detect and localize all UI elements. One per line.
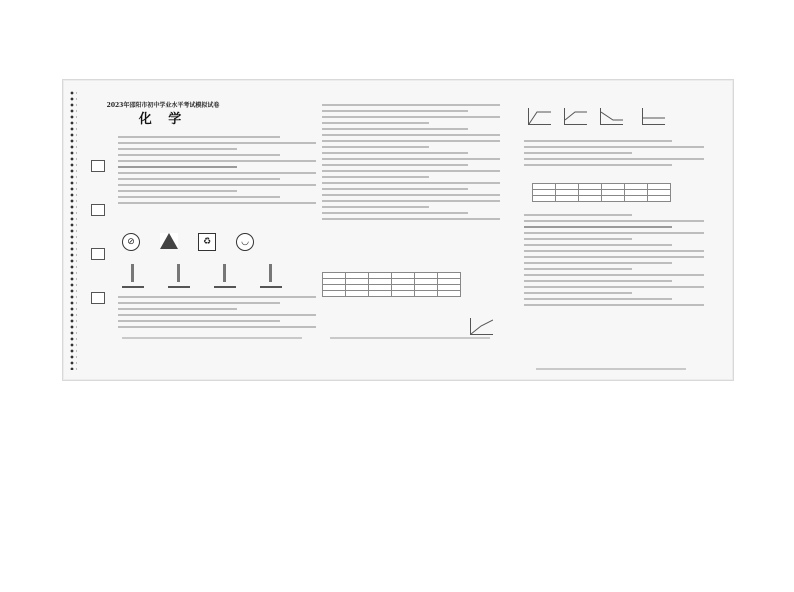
graph <box>470 318 493 335</box>
page-footer <box>330 337 490 339</box>
data-table <box>532 183 671 202</box>
column-2 <box>322 100 500 400</box>
graph <box>564 108 587 125</box>
graph <box>642 108 665 125</box>
page-footer <box>122 337 302 339</box>
page-footer <box>536 368 686 370</box>
graph <box>528 108 551 125</box>
exam-subject: 化 学 <box>138 112 188 127</box>
apparatus-icon <box>214 262 236 288</box>
column-3-bottom <box>524 210 704 510</box>
data-table <box>322 272 461 297</box>
water-icon: ◡ <box>236 233 254 251</box>
safety-signs <box>122 233 254 251</box>
apparatus-icon <box>122 262 144 288</box>
margin-box <box>91 248 105 260</box>
binding-dots <box>69 90 77 370</box>
margin-box <box>91 204 105 216</box>
margin-box <box>91 160 105 172</box>
margin-box <box>91 292 105 304</box>
no-fire-icon: ⊘ <box>122 233 140 251</box>
apparatus-icon <box>260 262 282 288</box>
recycle-icon: ♻ <box>198 233 216 251</box>
lab-apparatus <box>122 262 282 288</box>
apparatus-icon <box>168 262 190 288</box>
graph <box>600 108 623 125</box>
exam-title: 2023年邵阳市初中学业水平考试模拟试卷 <box>106 102 220 109</box>
warning-icon <box>160 233 178 249</box>
